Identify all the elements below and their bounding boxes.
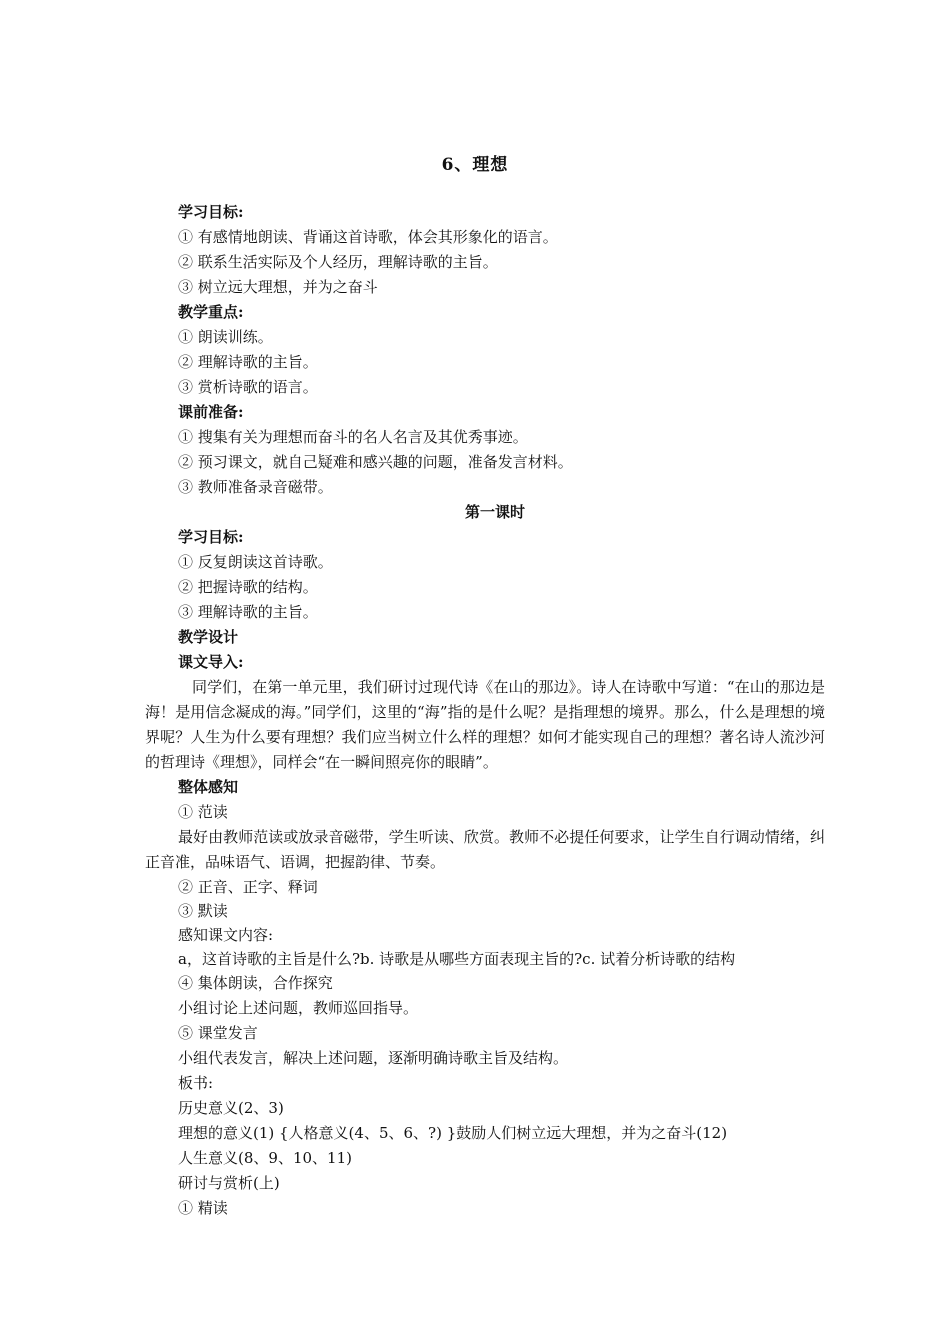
intro-heading: 课文导入:	[178, 653, 244, 671]
blackboard-line: 历史意义(2、3)	[178, 1099, 284, 1117]
step-item: a，这首诗歌的主旨是什么?b. 诗歌是从哪些方面表现主旨的?c. 试着分析诗歌的结构	[178, 950, 736, 968]
prep-item: ① 搜集有关为理想而奋斗的名人名言及其优秀事迹。	[178, 428, 528, 446]
lesson1-goal-item: ① 反复朗读这首诗歌。	[178, 553, 333, 571]
goal-item: ① 有感情地朗读、背诵这首诗歌，体会其形象化的语言。	[178, 228, 558, 246]
prep-item: ③ 教师准备录音磁带。	[178, 478, 333, 496]
overall-heading: 整体感知	[178, 778, 239, 796]
focus-item: ③ 赏析诗歌的语言。	[178, 378, 318, 396]
blackboard-heading: 板书:	[178, 1074, 214, 1092]
blackboard-line: 人生意义(8、9、10、11)	[178, 1149, 352, 1167]
focus-heading: 教学重点:	[178, 303, 244, 321]
intro-paragraph: 同学们，在第一单元里，我们研讨过现代诗《在山的那边》。诗人在诗歌中写道：“在山的那边是海！是用信念凝成的海。”同学们，这里的“海”指的是什么呢？是指理想的境界。那么，什么是理想的境界呢？人生为什么要有理想？我们应当树立什么样的理想？如何才能实现自己的理想？著名诗人流沙河的哲理诗《理想》，同样会“在一瞬间照亮你的眼睛”。	[145, 678, 825, 771]
goal-item: ③ 树立远大理想，并为之奋斗	[178, 278, 378, 296]
section-heading: 研讨与赏析(上)	[178, 1174, 280, 1192]
step-item: ② 正音、正字、释词	[178, 878, 318, 896]
lesson1-goals-heading: 学习目标:	[178, 528, 244, 546]
step-item: ④ 集体朗读，合作探究	[178, 974, 333, 992]
step-item: 小组讨论上述问题，教师巡回指导。	[178, 999, 419, 1017]
lesson1-goal-item: ② 把握诗歌的结构。	[178, 578, 318, 596]
prep-item: ② 预习课文，就自己疑难和感兴趣的问题，准备发言材料。	[178, 453, 573, 471]
step-item: ③ 默读	[178, 902, 228, 920]
step-item: 感知课文内容:	[178, 926, 274, 944]
step-item: ① 精读	[178, 1199, 228, 1217]
model-read-item: ① 范读	[178, 803, 228, 821]
focus-item: ① 朗读训练。	[178, 328, 273, 346]
goals-heading: 学习目标:	[178, 203, 244, 221]
blackboard-line: 理想的意义(1) {人格意义(4、5、6、?) }鼓励人们树立远大理想，并为之奋斗(12)	[178, 1124, 728, 1142]
lesson1-goal-item: ③ 理解诗歌的主旨。	[178, 603, 318, 621]
design-heading: 教学设计	[178, 628, 239, 646]
step-item: ⑤ 课堂发言	[178, 1024, 258, 1042]
goal-item: ② 联系生活实际及个人经历，理解诗歌的主旨。	[178, 253, 498, 271]
step-item: 小组代表发言，解决上述问题，逐渐明确诗歌主旨及结构。	[178, 1049, 569, 1067]
focus-item: ② 理解诗歌的主旨。	[178, 353, 318, 371]
page-title: 6、理想	[441, 155, 509, 175]
prep-heading: 课前准备:	[178, 403, 244, 421]
lesson1-heading: 第一课时	[464, 503, 525, 521]
model-read-paragraph: 最好由教师范读或放录音磁带，学生听读、欣赏。教师不必提任何要求，让学生自行调动情绪，纠正音准，品味语气、语调，把握韵律、节奏。	[145, 828, 825, 871]
